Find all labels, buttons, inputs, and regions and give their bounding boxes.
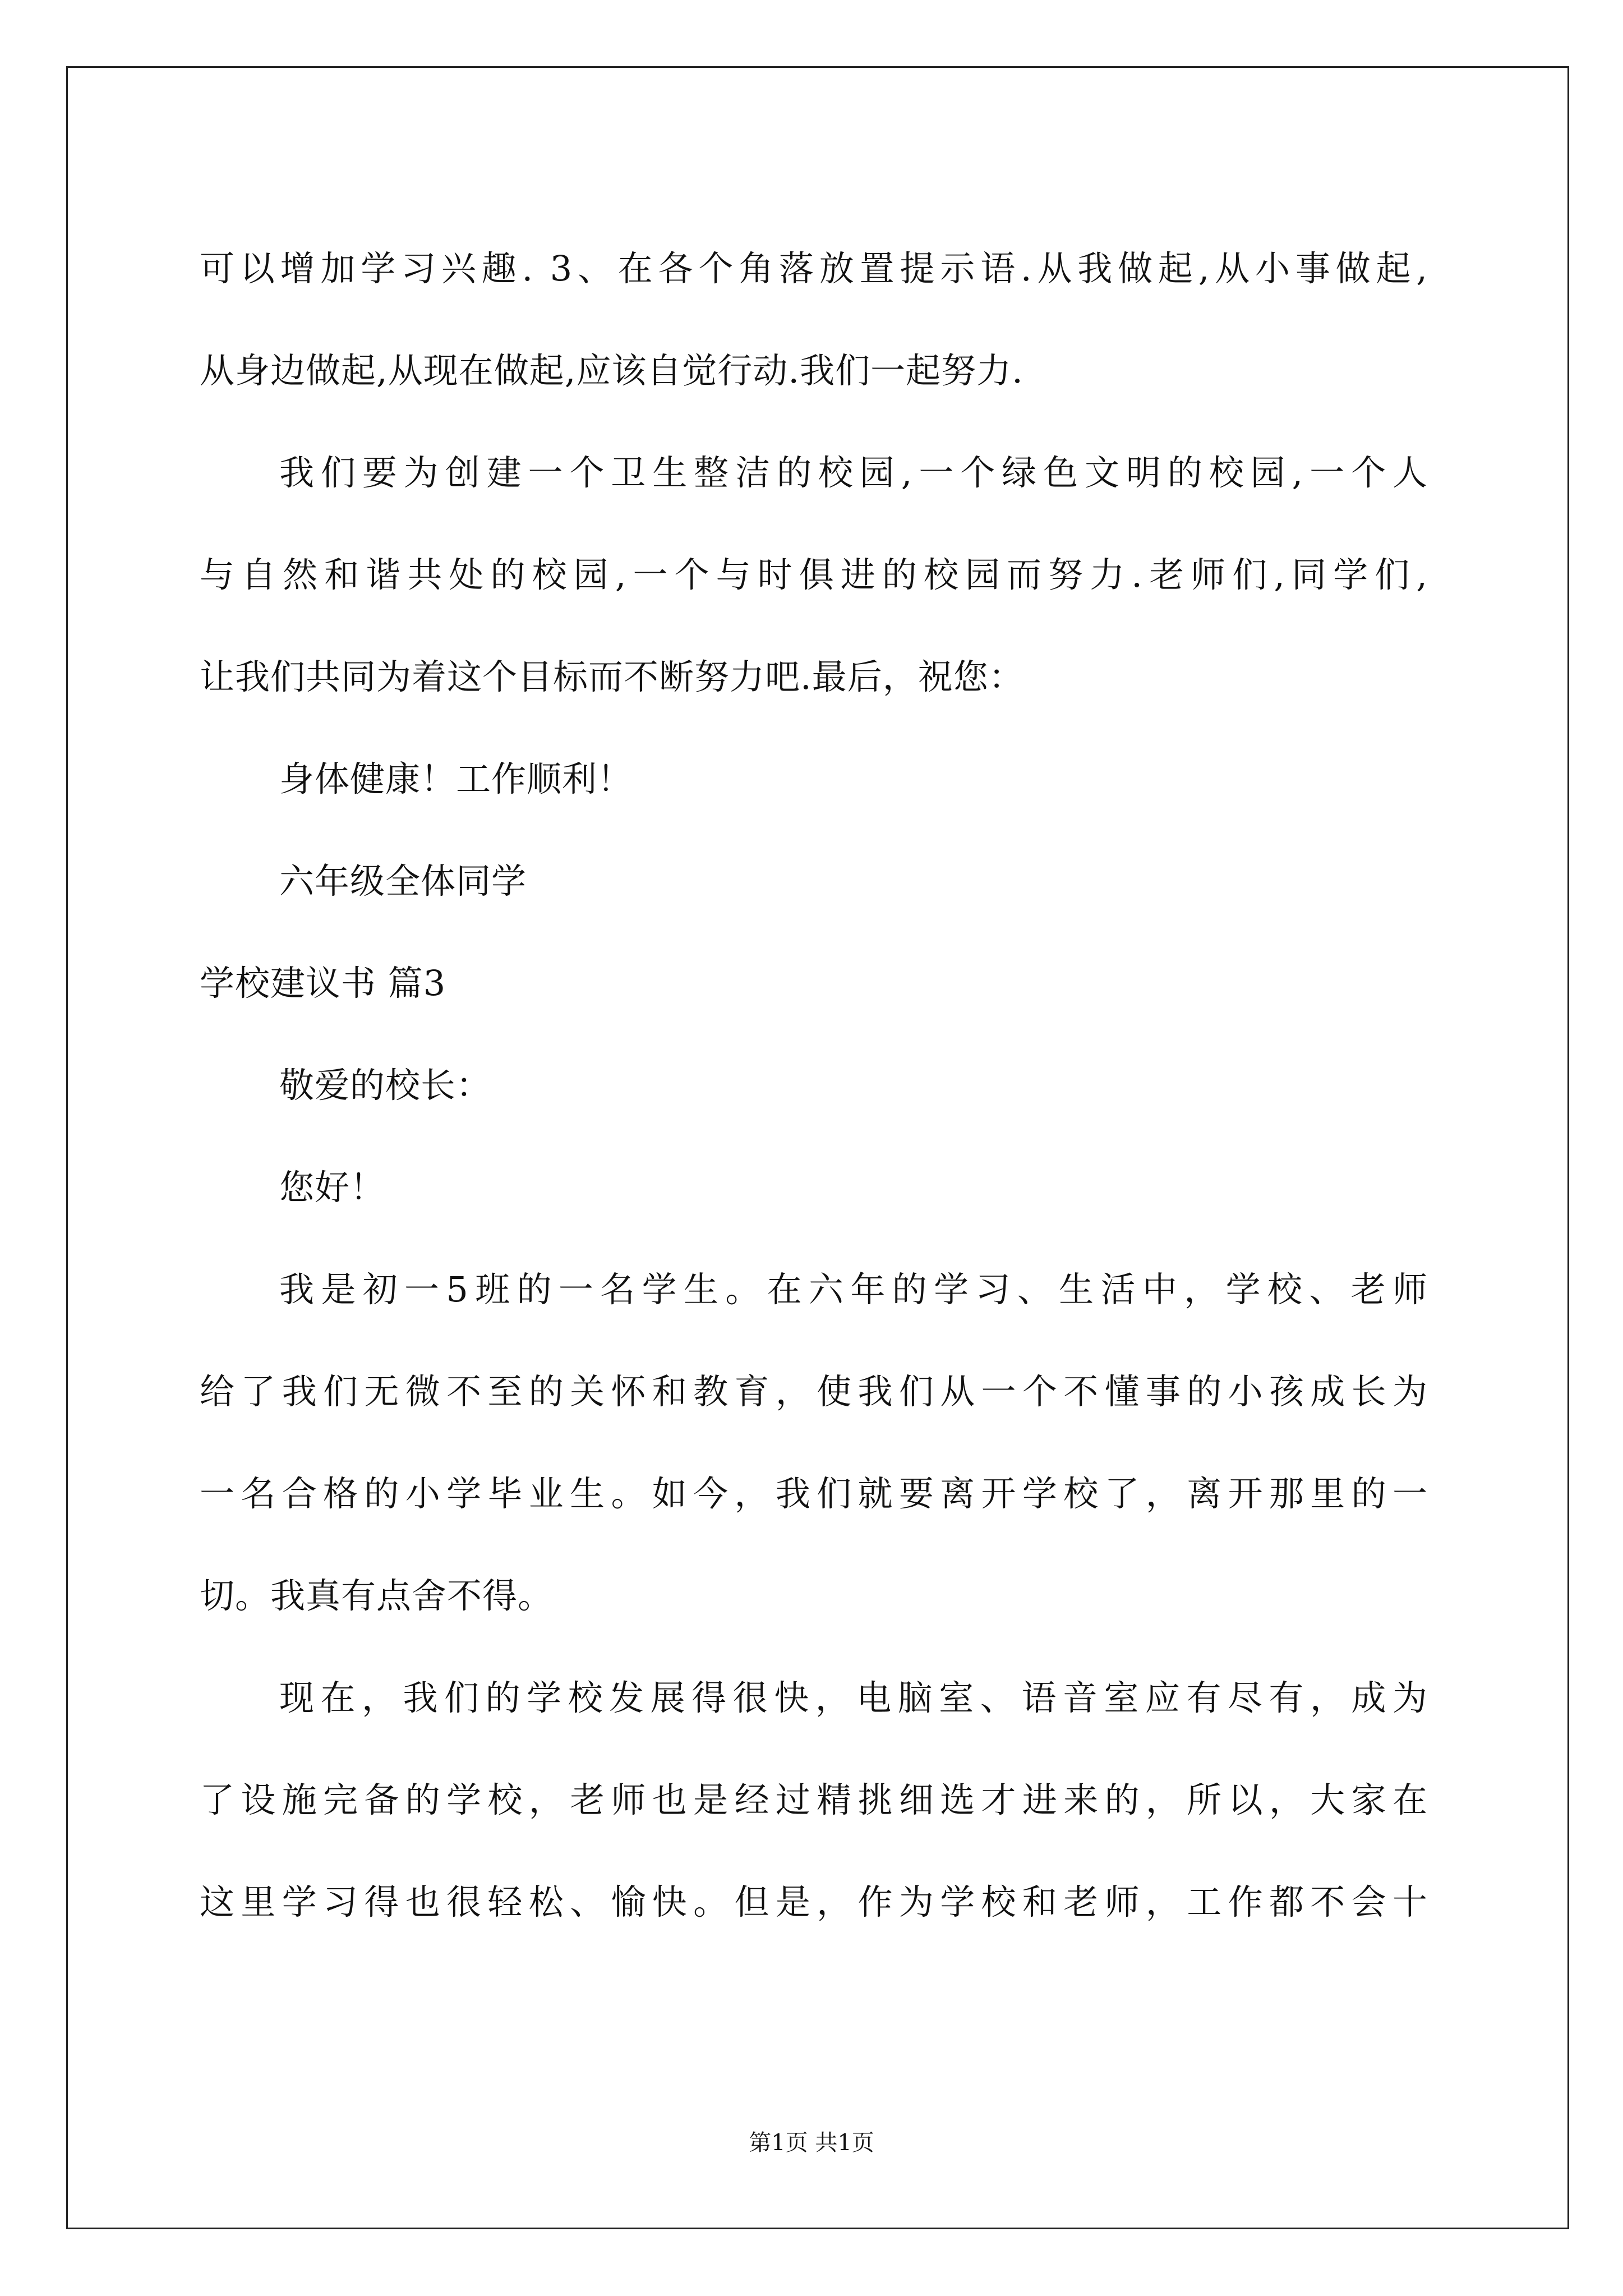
signature: 六年级全体同学 [279,861,527,901]
text-line: 了设施完备的学校，老师也是经过精挑细选才进来的，所以，大家在 [200,1779,1428,1820]
text-line: 一名合格的小学毕业生。如今，我们就要离开学校了，离开那里的一 [200,1473,1428,1514]
document-body [200,218,1428,1953]
text-line: 给了我们无微不至的关怀和教育，使我们从一个不懂事的小孩成长为 [200,1371,1428,1412]
text-line: 从身边做起,从现在做起,应该自觉行动.我们一起努力. [200,350,1023,391]
paragraph-line: 我们要为创建一个卫生整洁的校园,一个绿色文明的校园,一个人 [279,452,1428,493]
text-line: 可以增加学习兴趣. 3、在各个角落放置提示语.从我做起,从小事做起, [200,248,1428,289]
text-line: 切。我真有点舍不得。 [200,1575,554,1616]
paragraph-line: 现在，我们的学校发展得很快，电脑室、语音室应有尽有，成为 [279,1677,1428,1718]
salutation: 敬爱的校长： [279,1065,492,1106]
page-footer: 第1页 共1页 [749,2130,874,2156]
text-line: 让我们共同为着这个目标而不断努力吧.最后，祝您： [200,656,1024,697]
greeting: 您好！ [279,1167,386,1208]
section-heading: 学校建议书 篇3 [200,963,446,1004]
paragraph-line: 我是初一5班的一名学生。在六年的学习、生活中，学校、老师 [279,1269,1428,1310]
closing-wish: 身体健康！工作顺利！ [279,758,633,799]
text-line: 与自然和谐共处的校园,一个与时俱进的校园而努力.老师们,同学们, [200,554,1428,595]
text-line: 这里学习得也很轻松、愉快。但是，作为学校和老师，工作都不会十 [200,1881,1428,1922]
